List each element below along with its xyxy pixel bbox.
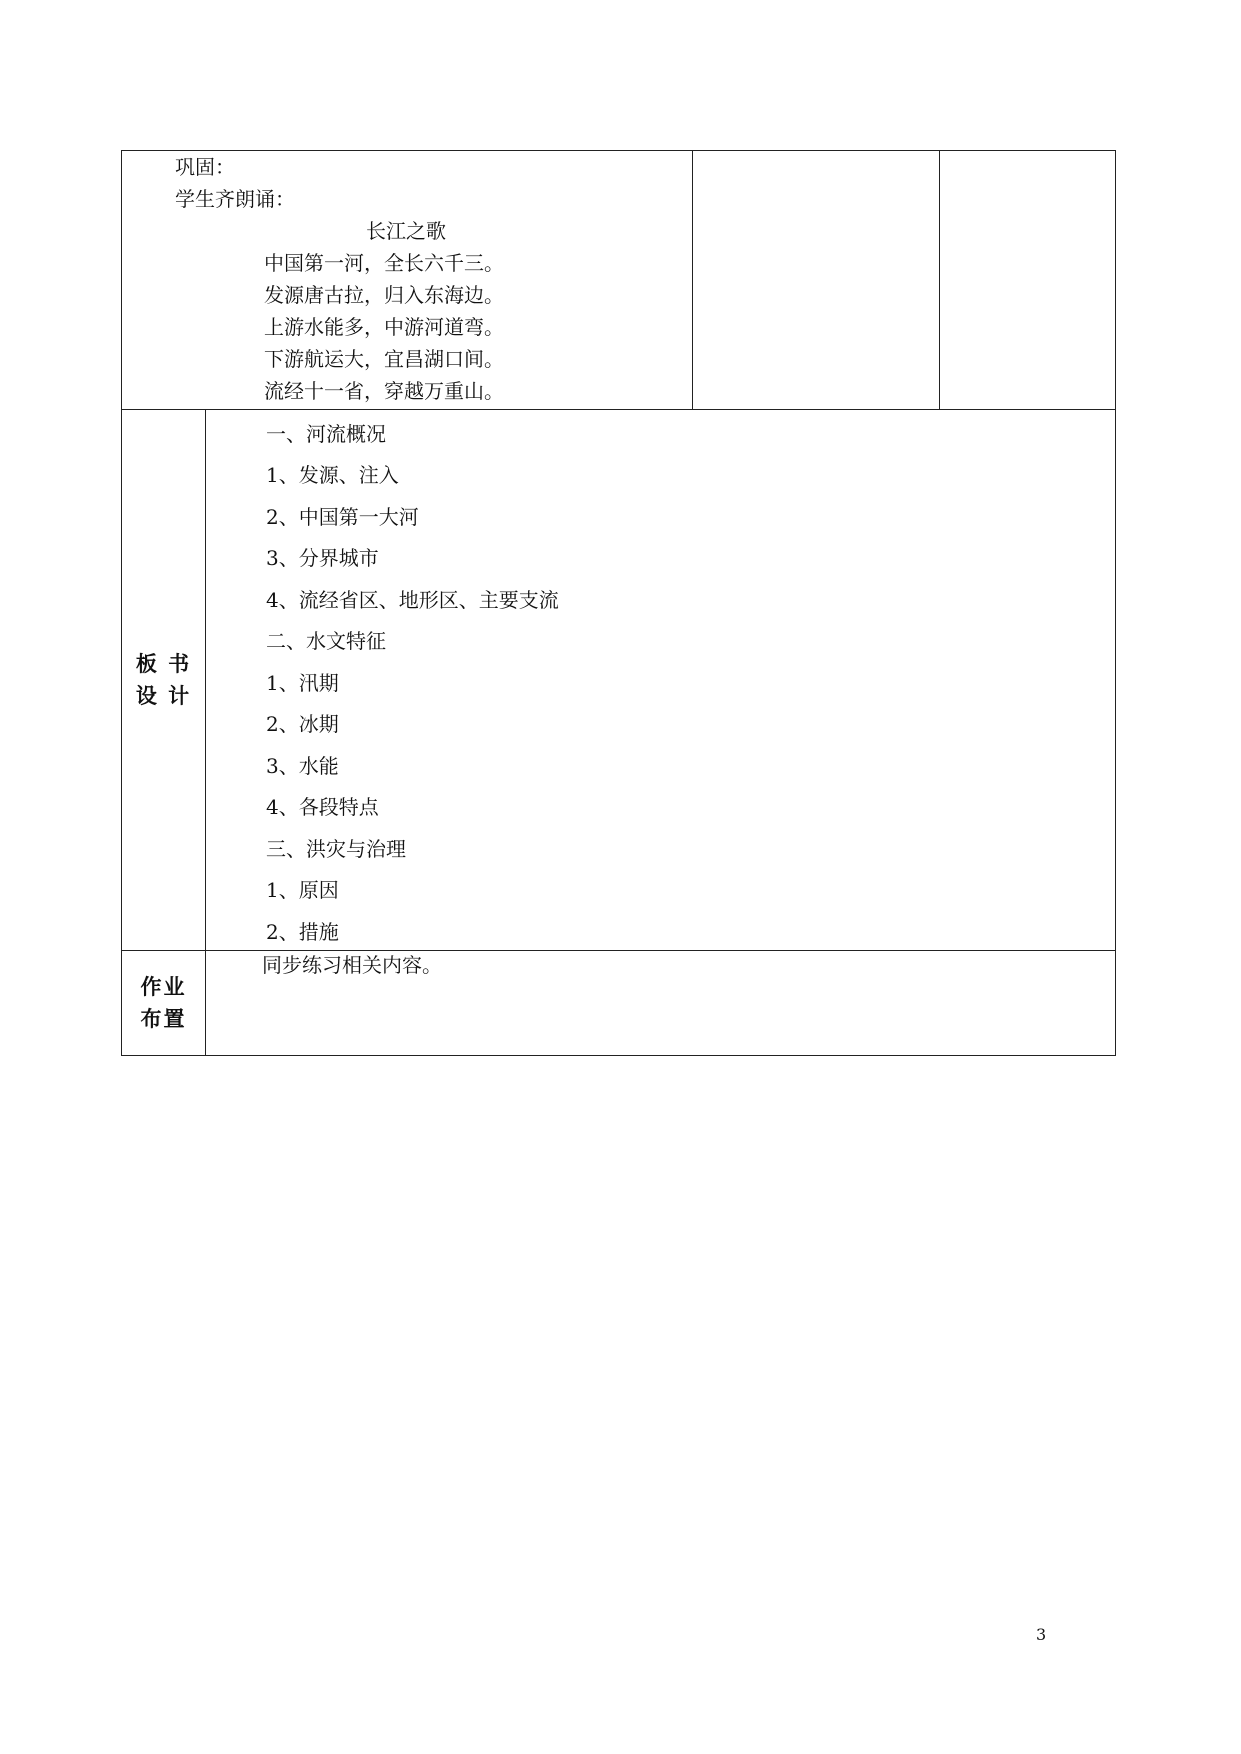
board-line: 3、分界城市 — [266, 546, 379, 570]
page-number: 3 — [1036, 1625, 1047, 1644]
poem-line: 流经十一省，穿越万重山。 — [264, 379, 504, 403]
consolidation-cell — [122, 151, 693, 410]
board-line: 二、水文特征 — [266, 629, 386, 653]
board-line: 1、发源、注入 — [266, 463, 399, 487]
board-design-row — [122, 410, 1116, 951]
board-line: 三、洪灾与治理 — [266, 837, 406, 861]
homework-label-line2: 布置 — [140, 1007, 187, 1031]
poem-line: 上游水能多，中游河道弯。 — [264, 315, 504, 339]
board-line: 2、措施 — [266, 920, 339, 944]
board-design-content-cell — [206, 410, 1116, 951]
board-line: 1、汛期 — [266, 671, 339, 695]
board-design-label-line2: 设 计 — [135, 684, 192, 708]
poem-line: 下游航运大，宜昌湖口间。 — [264, 347, 504, 371]
homework-content — [206, 951, 1115, 1055]
board-line: 1、原因 — [266, 878, 339, 902]
homework-label-line1: 作业 — [140, 975, 187, 999]
homework-content-cell — [206, 951, 1116, 1056]
board-line: 3、水能 — [266, 754, 339, 778]
consolidation-heading: 巩固： — [175, 155, 235, 179]
poem-line: 中国第一河，全长六千三。 — [264, 251, 504, 275]
consolidation-row — [122, 151, 1116, 410]
homework-label-cell — [122, 951, 206, 1056]
poem-title: 长江之歌 — [366, 219, 446, 243]
board-design-label-cell — [122, 410, 206, 951]
homework-text: 同步练习相关内容。 — [262, 953, 442, 977]
board-line: 4、各段特点 — [266, 795, 379, 819]
empty-cell-right — [940, 151, 1116, 410]
empty-cell-middle — [693, 151, 940, 410]
board-design-label-line1: 板 书 — [135, 652, 192, 676]
lesson-plan-table — [121, 150, 1116, 1056]
board-line: 2、冰期 — [266, 712, 339, 736]
board-line: 4、流经省区、地形区、主要支流 — [266, 588, 559, 612]
board-line: 一、河流概况 — [266, 422, 386, 446]
board-line: 2、中国第一大河 — [266, 505, 419, 529]
board-design-content — [206, 410, 1115, 950]
homework-row — [122, 951, 1116, 1056]
poem-line: 发源唐古拉，归入东海边。 — [264, 283, 504, 307]
recitation-instruction: 学生齐朗诵： — [175, 187, 295, 211]
